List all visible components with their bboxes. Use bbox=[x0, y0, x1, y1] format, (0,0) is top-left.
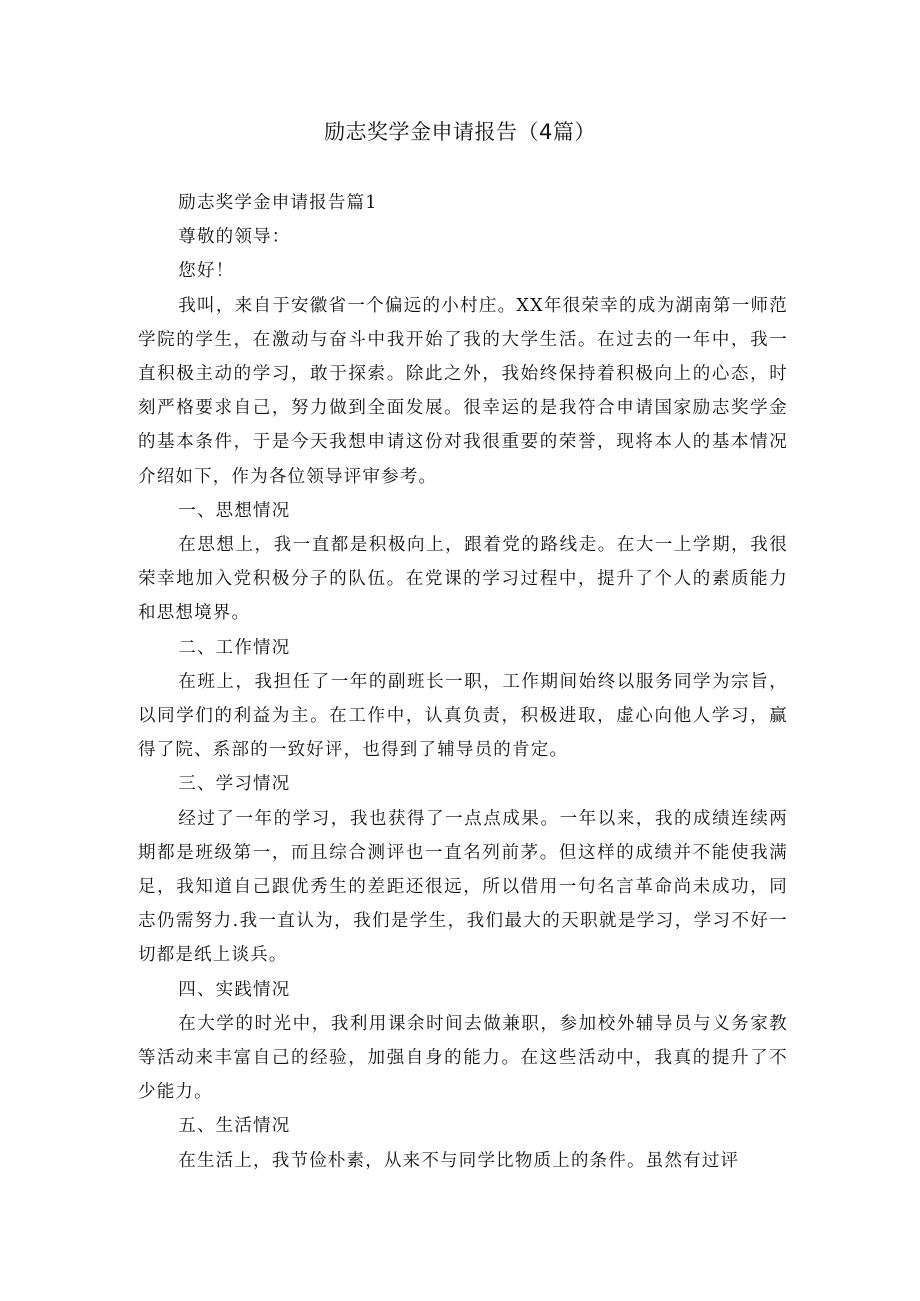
section-heading: 励志奖学金申请报告篇1 bbox=[178, 193, 378, 213]
heading-work: 二、工作情况 bbox=[178, 637, 291, 658]
greeting: 您好！ bbox=[178, 261, 235, 282]
paragraph-work: 在班上，我担任了一年的副班长一职，工作期间始终以服务同学为宗旨，以同学们的利益为主。在工作中，认真负责，积极进取，虚心向他人学习，赢得了院、系部的一致好评，也得到了辅导员的肯定。 bbox=[138, 671, 788, 761]
document-body bbox=[138, 186, 788, 1178]
paragraph-study: 经过了一年的学习，我也获得了一点点成果。一年以来，我的成绩连续两期都是班级第一，而且综合测评也一直名列前茅。但这样的成绩并不能使我满足，我知道自己跟优秀生的差距还很远，所以借用一句名言革命尚未成功，同志仍需努力.我一直认为，我们是学生，我们最大的天职就是学习，学习不好一切都是纸上谈兵。 bbox=[138, 808, 788, 966]
paragraph-practice: 在大学的时光中，我利用课余时间去做兼职，参加校外辅导员与义务家教等活动来丰富自己的经验，加强自身的能力。在这些活动中，我真的提升了不少能力。 bbox=[138, 1013, 788, 1103]
heading-life: 五、生活情况 bbox=[178, 1116, 291, 1137]
heading-thought: 一、思想情况 bbox=[178, 500, 291, 521]
paragraph-life: 在生活上，我节俭朴素，从来不与同学比物质上的条件。虽然有过评 bbox=[178, 1150, 740, 1171]
paragraph-thought: 在思想上，我一直都是积极向上，跟着党的路线走。在大一上学期，我很荣幸地加入党积极分子的队伍。在党课的学习过程中，提升了个人的素质能力和思想境界。 bbox=[138, 535, 788, 624]
heading-practice: 四、实践情况 bbox=[178, 979, 291, 1000]
document-title: 励志奖学金申请报告（4篇） bbox=[324, 120, 596, 144]
heading-study: 三、学习情况 bbox=[178, 774, 291, 795]
salutation: 尊敬的领导： bbox=[178, 227, 291, 248]
paragraph-intro: 我叫，来自于安徽省一个偏远的小村庄。XX年很荣幸的成为湖南第一师范学院的学生，在激动与奋斗中我开始了我的大学生活。在过去的一年中，我一直积极主动的学习，敢于探索。除此之外，我始终保持着积极向上的心态，时刻严格要求自己，努力做到全面发展。很幸运的是我符合申请国家励志奖学金的基本条件，于是今天我想申请这份对我很重要的荣誉，现将本人的基本情况介绍如下，作为各位领导评审参考。 bbox=[138, 295, 788, 487]
